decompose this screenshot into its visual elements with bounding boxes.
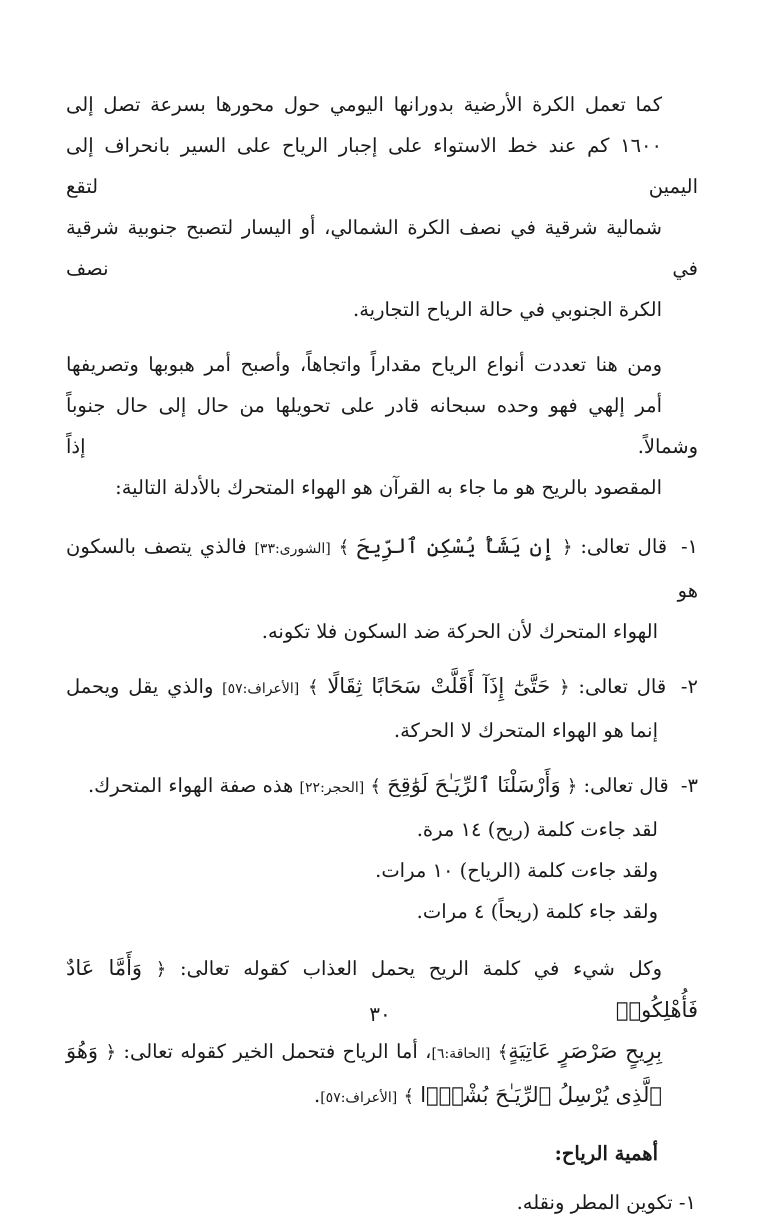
quran-bracket-close: ﴾ [370,776,381,797]
word-count-line: ولقد جاء كلمة (ريحاً) ٤ مرات. [416,900,658,923]
item-number: ٢- [680,675,698,698]
quran-bracket-close: ﴾ [497,1042,509,1063]
quran-verse: حَتَّىٰٓ إِذَآ أَقَلَّتْ سَحَابًا ثِقَالًا [327,674,551,698]
verse-reference: [الحاقة:٦] [431,1046,491,1062]
quran-verse: وَأَرْسَلْنَا ٱلرِّيَـٰحَ لَوَٰقِحَ [387,773,561,797]
quran-bracket-close: ﴾ [308,677,319,698]
verse-reference: [الأعراف:٥٧] [222,681,300,697]
page-number: ٣٠ [369,1002,391,1026]
text-line: ومن هنا تعددت أنواع الرياح مقداراً واتجاهاً، وأصبح أمر هبوبها وتصريفها [66,353,662,376]
text-fragment: ، أما الرياح فتحمل الخير كقوله تعالى: [123,1040,432,1063]
text-fragment: . [314,1084,321,1107]
quran-verse: بِرِيحٍ صَرْصَرٍ عَاتِيَةٍ [508,1039,663,1063]
item-tail: هذه صفة الهواء المتحرك. [87,774,294,797]
item-lead: قال تعالى: [578,675,667,698]
evidence-list [66,526,698,932]
item-tail: فالذي يتصف بالسكون هو [66,535,698,602]
verse-reference: [الحجر:٢٢] [299,780,365,796]
quran-bracket-open: ﴿ [561,537,573,558]
text-line: ١٦٠٠ كم عند خط الاستواء على إجبار الرياح على السير بانحراف إلى اليمين لتقع [66,134,698,198]
item-tail: والذي يقل ويحمل [66,675,214,698]
item-number: ١- [680,535,699,558]
evidence-item-1 [66,526,698,652]
section-heading: أهمية الرياح: [554,1142,658,1165]
quran-bracket-close: ﴾ [338,537,350,558]
quran-bracket-open: ﴿ [105,1042,117,1063]
item-number: ٣- [680,774,698,797]
quran-verse: إِن يَشَأْ يُسْكِنِ ٱلرِّيحَ [356,534,555,558]
paragraph-punishment-and-good [66,948,698,1119]
text-line: أمر إلهي فهو وحده سبحانه قادر على تحويلها من حال إلى حال جنوباً وشمالاً. إذاً [66,394,698,458]
text-line: كما تعمل الكرة الأرضية بدورانها اليومي حول محورها بسرعة تصل إلى [66,93,662,116]
text-line: الكرة الجنوبي في حالة الرياح التجارية. [353,298,662,321]
quran-bracket-close: ﴾ [403,1086,415,1107]
quran-verse: ٱلَّذِى يُرْسِلُ ٱلرِّيَـٰحَ بُشْرًۢا [420,1083,662,1107]
text-line: المقصود بالريح هو ما جاء به القرآن هو الهواء المتحرك بالأدلة التالية: [115,476,662,499]
item-continuation: إنما هو الهواء المتحرك لا الحركة. [393,719,658,742]
item-lead: قال تعالى: [580,535,668,558]
quran-bracket-open: ﴿ [155,959,167,980]
word-count-line: ولقد جاءت كلمة (الرياح) ١٠ مرات. [375,859,658,882]
item-continuation: الهواء المتحرك لأن الحركة ضد السكون فلا تكونه. [261,620,658,643]
paragraph-wind-types [66,344,698,508]
verse-reference: [الأعراف:٥٧] [320,1090,398,1106]
quran-verse: وَهُوَ [66,1039,99,1063]
quran-bracket-open: ﴿ [559,677,570,698]
verse-reference: [الشورى:٣٣] [254,541,331,557]
word-count-line: لقد جاءت كلمة (ريح) ١٤ مرة. [416,818,658,841]
list-item: ١- تكوين المطر ونقله. [516,1191,696,1214]
item-lead: قال تعالى: [583,774,669,797]
quran-bracket-open: ﴿ [566,776,578,797]
evidence-item-2 [66,666,698,751]
text-line: شمالية شرقية في نصف الكرة الشمالي، أو اليسار لتصبح جنوبية شرقية في نصف [66,216,698,280]
evidence-item-3 [66,765,698,932]
paragraph-earth-rotation [66,84,698,330]
text-fragment: وكل شيء في كلمة الريح يحمل العذاب كقوله تعالى: [180,957,663,980]
quran-verse: وَأَمَّا عَادٌ فَأُهْلِكُوا۟ [66,956,698,1022]
